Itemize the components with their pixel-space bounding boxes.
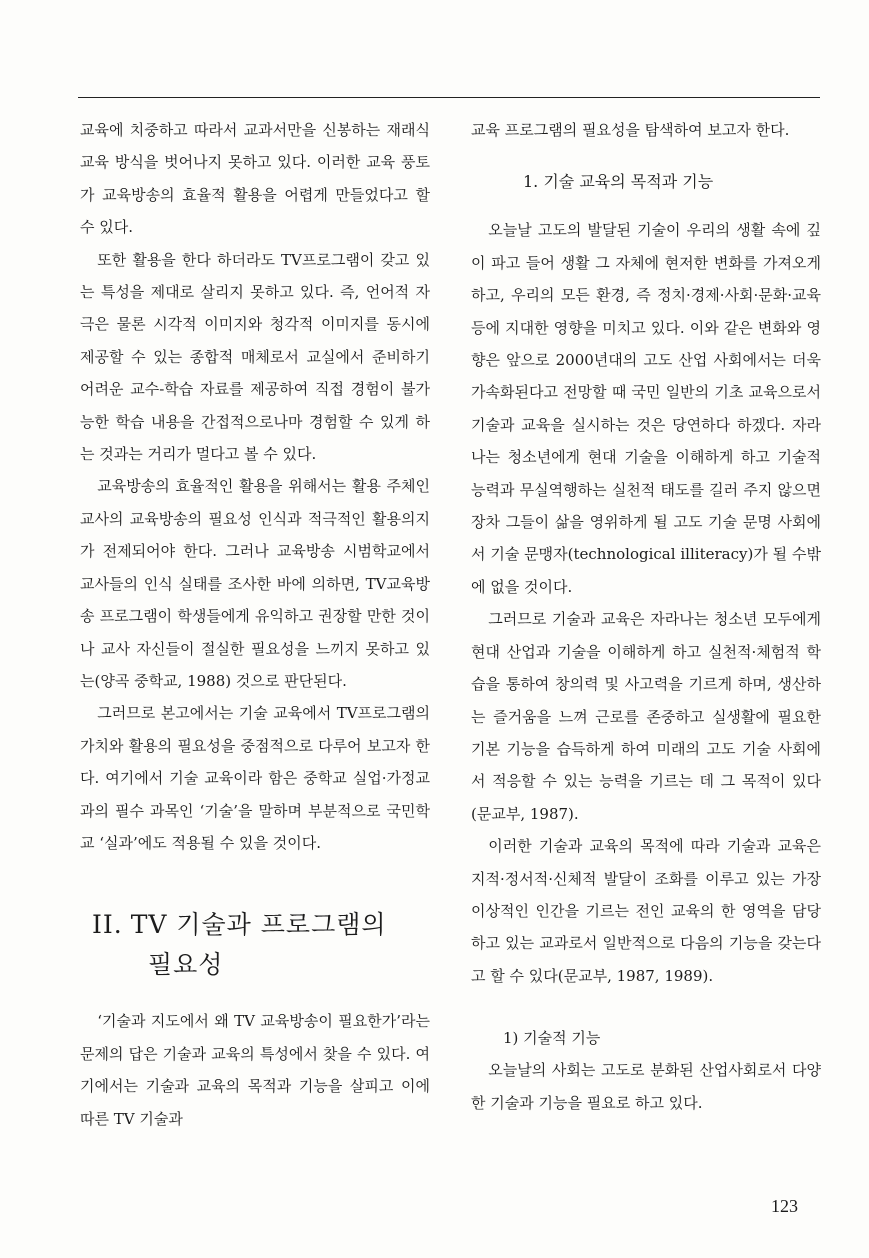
paragraph: 교육방송의 효율적인 활용을 위해서는 활용 주체인 교사의 교육방송의 필요성 인식과 적극적인 활용의지가 전제되어야 한다. 그러나 교육방송 시범학교에서 교사들의 인식 실태를 조사한 바에 의하면, TV교육방송 프로그램이 학생들에게 유익하고 권장할 만한 것이나 교사 자신들이 절실한 필요성을 느끼지 못하고 있는(양곡 중학교, 1988) 것으로 판단된다. bbox=[80, 477, 430, 690]
chapter-title-line2: 필요성 bbox=[148, 950, 224, 980]
paragraph: 교육 프로그램의 필요성을 탐색하여 보고자 한다. bbox=[471, 121, 790, 139]
paragraph: 오늘날 고도의 발달된 기술이 우리의 생활 속에 깊이 파고 들어 생활 그 자체에 현저한 변화를 가져오게 하고, 우리의 모든 환경, 즉 정치·경제·사회·문화·교육 등에 지대한 영향을 미치고 있다. 이와 같은 변화와 영향은 앞으로 2000년대의 고도 산업 사회에서는 더욱 가속화된다고 전망할 때 국민 일반의 기초 교육으로서 기술과 교육을 실시하는 것은 당연하다 하겠다. 자라나는 청소년에게 현대 기술을 이해하게 하고 기술적 능력과 무실역행하는 실천적 태도를 길러 주지 않으면 장차 그들이 삶을 영위하게 될 고도 기술 문명 사회에서 기술 문맹자(technological illiteracy)가 될 수밖에 없을 것이다. bbox=[471, 221, 821, 596]
chapter-number: II. bbox=[92, 910, 123, 940]
header-rule bbox=[78, 97, 820, 98]
paragraph: 그러므로 기술과 교육은 자라나는 청소년 모두에게 현대 산업과 기술을 이해하게 하고 실천적·체험적 학습을 통하여 창의력 및 사고력을 기르게 하며, 생산하는 즐거움을 느껴 근로를 존중하고 실생활에 필요한 기본 기능을 습득하게 하여 미래의 고도 기술 사회에서 적응할 수 있는 능력을 기르는 데 그 목적이 있다(문교부, 1987). bbox=[471, 610, 821, 823]
section-heading: 1. 기술 교육의 목적과 기능 bbox=[523, 172, 714, 192]
sub-heading: 1) 기술적 기능 bbox=[503, 1029, 601, 1048]
paragraph: ‘기술과 지도에서 왜 TV 교육방송이 필요한가’라는 문제의 답은 기술과 교육의 특성에서 찾을 수 있다. 여기에서는 기술과 교육의 목적과 기능을 살피고 이에 따른 TV 기술과 bbox=[80, 1012, 430, 1128]
chapter-title-line1: TV 기술과 프로그램의 bbox=[130, 910, 387, 940]
right-column bbox=[471, 114, 821, 1119]
left-column bbox=[80, 114, 430, 1135]
paragraph: 또한 활용을 한다 하더라도 TV프로그램이 갖고 있는 특성을 제대로 살리지 못하고 있다. 즉, 언어적 자극은 물론 시각적 이미지와 청각적 이미지를 동시에 제공할 수 있는 종합적 매체로서 교실에서 준비하기 어려운 교수-학습 자료를 제공하여 직접 경험이 불가능한 학습 내용을 간접적으로나마 경험할 수 있게 하는 것과는 거리가 멀다고 볼 수 있다. bbox=[80, 250, 430, 464]
paragraph: 그러므로 본고에서는 기술 교육에서 TV프로그램의 가치와 활용의 필요성을 중점적으로 다루어 보고자 한다. 여기에서 기술 교육이라 함은 중학교 실업·가정교과의 필수 과목인 ‘기술’을 말하며 부분적으로 국민학교 ‘실과’에도 적용될 수 있을 것이다. bbox=[80, 704, 430, 852]
paragraph: 이러한 기술과 교육의 목적에 따라 기술과 교육은 지적·정서적·신체적 발달이 조화를 이루고 있는 가장 이상적인 인간을 기르는 전인 교육의 한 영역을 담당하고 있는 교과로서 일반적으로 다음의 기능을 갖는다고 할 수 있다(문교부, 1987, 1989). bbox=[471, 837, 821, 985]
page-number: 123 bbox=[771, 1196, 798, 1216]
paragraph: 오늘날의 사회는 고도로 분화된 산업사회로서 다양한 기술과 기능을 필요로 하고 있다. bbox=[471, 1061, 821, 1112]
chapter-heading bbox=[80, 905, 430, 985]
paragraph: 교육에 치중하고 따라서 교과서만을 신봉하는 재래식 교육 방식을 벗어나지 못하고 있다. 이러한 교육 풍토가 교육방송의 효율적 활용을 어렵게 만들었다고 할 수 있다. bbox=[80, 121, 430, 237]
